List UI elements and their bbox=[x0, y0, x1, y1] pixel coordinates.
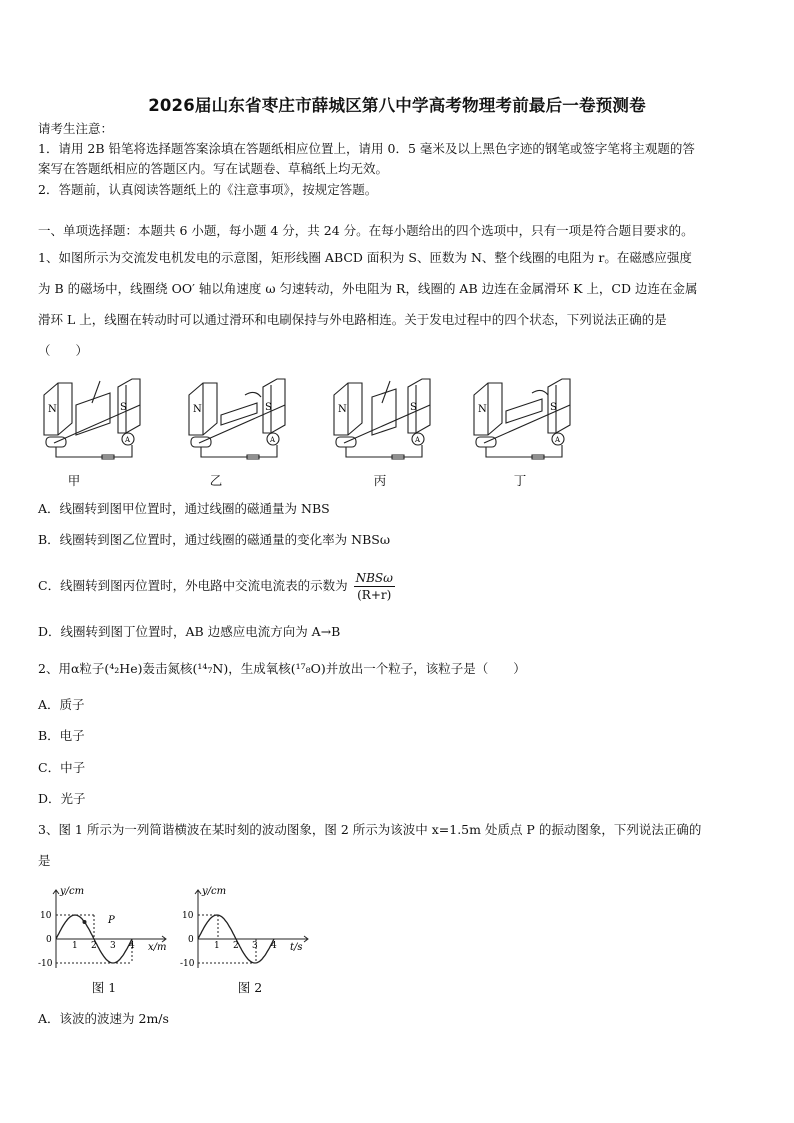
notice-item-2: 2．答题前，认真阅读答题纸上的《注意事项》，按规定答题。 bbox=[38, 182, 378, 197]
graph-caption-1: 图 1 bbox=[91, 980, 117, 995]
q1-option-c bbox=[38, 566, 395, 606]
xtick-2: 2 bbox=[91, 941, 97, 951]
svg-text:A: A bbox=[555, 436, 561, 444]
svg-text:1: 1 bbox=[214, 941, 220, 951]
section-heading: 一、单项选择题：本题共 6 小题，每小题 4 分，共 24 分。在每小题给出的四个选项中，只有一项是符合题目要求的。 bbox=[38, 223, 694, 238]
svg-text:-10: -10 bbox=[180, 959, 195, 969]
q3-option-a: A．该波的波速为 2m/s bbox=[38, 1011, 169, 1026]
fraction bbox=[354, 570, 395, 603]
svg-text:S: S bbox=[410, 402, 417, 413]
notice-item-1: 1．请用 2B 铅笔将选择题答案涂填在答题纸相应位置上，请用 0．5 毫米及以上黑色字迹的钢笔或签字笔将主观题的答 bbox=[38, 141, 695, 156]
svg-text:N: N bbox=[338, 404, 347, 415]
generator-figure-ding bbox=[470, 375, 590, 470]
x-axis-label-1: x/m bbox=[148, 942, 167, 953]
y-axis-label-1: y/cm bbox=[60, 886, 85, 897]
svg-text:S: S bbox=[265, 402, 272, 413]
fraction-denominator: (R+r) bbox=[357, 588, 392, 602]
q1-stem-4: （ ） bbox=[38, 343, 89, 358]
q3-stem-1: 3、图 1 所示为一列简谐横波在某时刻的波动图象，图 2 所示为该波中 x=1.5m 处质点 P 的振动图象，下列说法正确的 bbox=[38, 822, 702, 837]
q2-option-b: B．电子 bbox=[38, 728, 85, 743]
q1-stem-1: 1、如图所示为交流发电机发电的示意图，矩形线圈 ABCD 面积为 S、匝数为 N、整个线圈的电阻为 r。在磁感应强度 bbox=[38, 250, 692, 265]
xtick-4: 4 bbox=[129, 941, 135, 951]
q3-stem-2: 是 bbox=[38, 853, 51, 868]
figure-label-ding: 丁 bbox=[513, 473, 527, 488]
q2-stem: 2、用α粒子(⁴₂He)轰击氮核(¹⁴₇N)，生成氧核(¹⁷₈O)并放出一个粒子，该粒子是（ ） bbox=[38, 661, 526, 676]
svg-text:A: A bbox=[125, 436, 131, 444]
figure-label-bing: 丙 bbox=[373, 473, 387, 488]
figure-label-jia: 甲 bbox=[67, 473, 81, 488]
generator-figure-yi bbox=[185, 375, 305, 470]
q1-stem-2: 为 B 的磁场中，线圈绕 OO′ 轴以角速度 ω 匀速转动，外电阻为 R，线圈的 AB 边连在金属滑环 K 上，CD 边连在金属 bbox=[38, 281, 698, 296]
svg-text:4: 4 bbox=[271, 941, 277, 951]
svg-text:3: 3 bbox=[252, 941, 258, 951]
svg-text:10: 10 bbox=[182, 911, 194, 921]
point-p bbox=[83, 920, 87, 924]
xtick-3: 3 bbox=[110, 941, 116, 951]
q1-option-b: B．线圈转到图乙位置时，通过线圈的磁通量的变化率为 NBSω bbox=[38, 532, 391, 547]
generator-figure-bing bbox=[330, 375, 450, 470]
q2-option-d: D．光子 bbox=[38, 791, 86, 806]
page-title: 2026届山东省枣庄市薛城区第八中学高考物理考前最后一卷预测卷 bbox=[148, 96, 646, 115]
svg-text:N: N bbox=[478, 404, 487, 415]
q1-option-c-text: C．线圈转到图丙位置时，外电路中交流电流表的示数为 bbox=[38, 578, 348, 593]
ytick-neg10: -10 bbox=[38, 959, 53, 969]
svg-text:N: N bbox=[193, 404, 202, 415]
label-n: N bbox=[48, 404, 57, 415]
notice-item-1-cont: 案写在答题纸相应的答题区内。写在试题卷、草稿纸上均无效。 bbox=[38, 161, 389, 176]
q1-option-a: A．线圈转到图甲位置时，通过线圈的磁通量为 NBS bbox=[38, 501, 330, 516]
point-p-label: P bbox=[108, 915, 115, 926]
fraction-numerator: NBSω bbox=[355, 571, 393, 585]
ytick-10: 10 bbox=[40, 911, 52, 921]
ytick-0: 0 bbox=[46, 935, 52, 945]
notice-heading: 请考生注意： bbox=[38, 121, 114, 136]
svg-text:0: 0 bbox=[188, 935, 194, 945]
x-axis-label-2: t/s bbox=[290, 942, 303, 953]
svg-text:A: A bbox=[415, 436, 421, 444]
xtick-1: 1 bbox=[72, 941, 78, 951]
y-axis-label-2: y/cm bbox=[202, 886, 227, 897]
svg-text:A: A bbox=[270, 436, 276, 444]
q2-option-a: A．质子 bbox=[38, 697, 85, 712]
generator-figure-jia bbox=[40, 375, 160, 470]
graph-caption-2: 图 2 bbox=[237, 980, 263, 995]
label-s: S bbox=[120, 402, 127, 413]
q1-option-d: D．线圈转到图丁位置时，AB 边感应电流方向为 A→B bbox=[38, 624, 341, 639]
svg-text:2: 2 bbox=[233, 941, 239, 951]
figure-label-yi: 乙 bbox=[209, 473, 223, 488]
q1-stem-3: 滑环 L 上，线圈在转动时可以通过滑环和电刷保持与外电路相连。关于发电过程中的四个状态，下列说法正确的是 bbox=[38, 312, 667, 327]
q2-option-c: C．中子 bbox=[38, 760, 86, 775]
svg-text:S: S bbox=[550, 402, 557, 413]
